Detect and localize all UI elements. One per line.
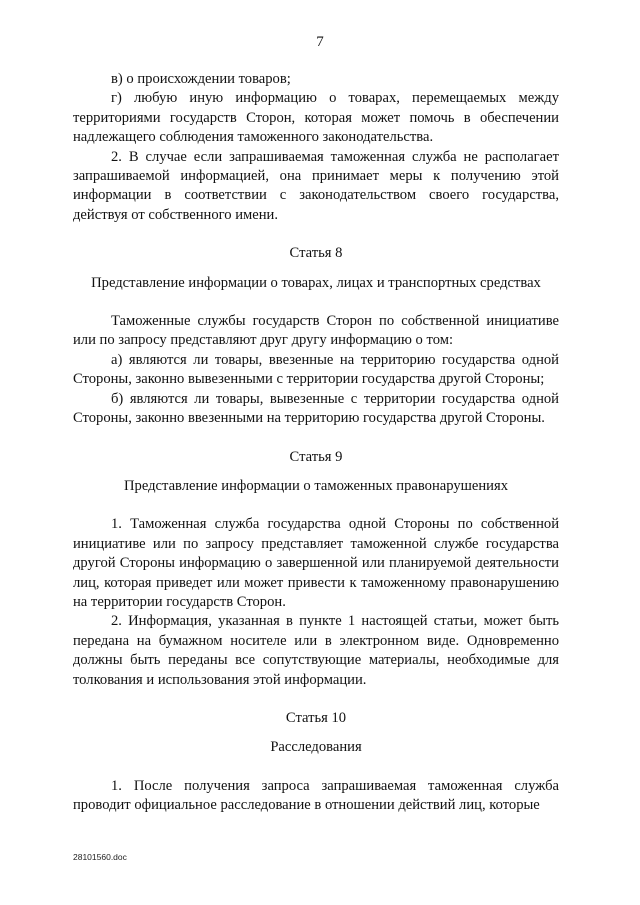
article-9-clause-1: 1. Таможенная служба государства одной Стороны по собственной инициативе или по запросу представляет таможенной службе государства другой Стороны информацию о завершенной или планируемой деятельности лиц, которая приведет или может привести к таможенному правонарушению на территории государств Сторон. — [73, 516, 559, 610]
paragraph-item-g: г) любую иную информацию о товарах, перемещаемых между территориями государств Сторон, которая может помочь в обеспечении надлежащего соблюдения таможенного законодательства. — [73, 90, 559, 146]
article-10-clause-1: 1. После получения запроса запрашиваемая таможенная служба проводит официальное расследование в отношении действий лиц, которые — [73, 777, 559, 814]
article-8-title: Статья 8 — [289, 245, 343, 262]
document-body — [73, 70, 559, 816]
footer-filename: 28101560.doc — [73, 852, 127, 862]
article-9-clause-2: 2. Информация, указанная в пункте 1 настоящей статьи, может быть передана на бумажном носителе или в электронном виде. Одновременно должны быть переданы все сопутствующие материалы, необходимые для толкования и использования этой информации. — [73, 613, 559, 688]
article-8-item-a: а) являются ли товары, ввезенные на территорию государства одной Стороны, законно вывезенными с территории государства другой Стороны; — [73, 351, 559, 388]
page-number: 7 — [316, 34, 324, 50]
article-10-heading: Расследования — [270, 739, 362, 756]
article-8-item-b: б) являются ли товары, вывезенные с территории государства одной Стороны, законно ввезенными на территорию государства другой Стороны. — [73, 390, 559, 427]
article-8-heading: Представление информации о товарах, лицах и транспортных средствах — [91, 274, 541, 291]
article-8-paragraph: Таможенные службы государств Сторон по собственной инициативе или по запросу представляют друг другу информацию о том: — [73, 313, 559, 349]
article-10-title: Статья 10 — [285, 709, 347, 726]
article-9-heading: Представление информации о таможенных правонарушениях — [124, 477, 508, 494]
article-9-title: Статья 9 — [289, 448, 343, 465]
paragraph-clause-2: 2. В случае если запрашиваемая таможенная служба не располагает запрашиваемой информацией, она принимает меры к получению этой информации в соответствии с законодательством своего государства, действуя от собственного имени. — [73, 148, 559, 223]
paragraph-item-v: в) о происхождении товаров; — [111, 71, 291, 87]
